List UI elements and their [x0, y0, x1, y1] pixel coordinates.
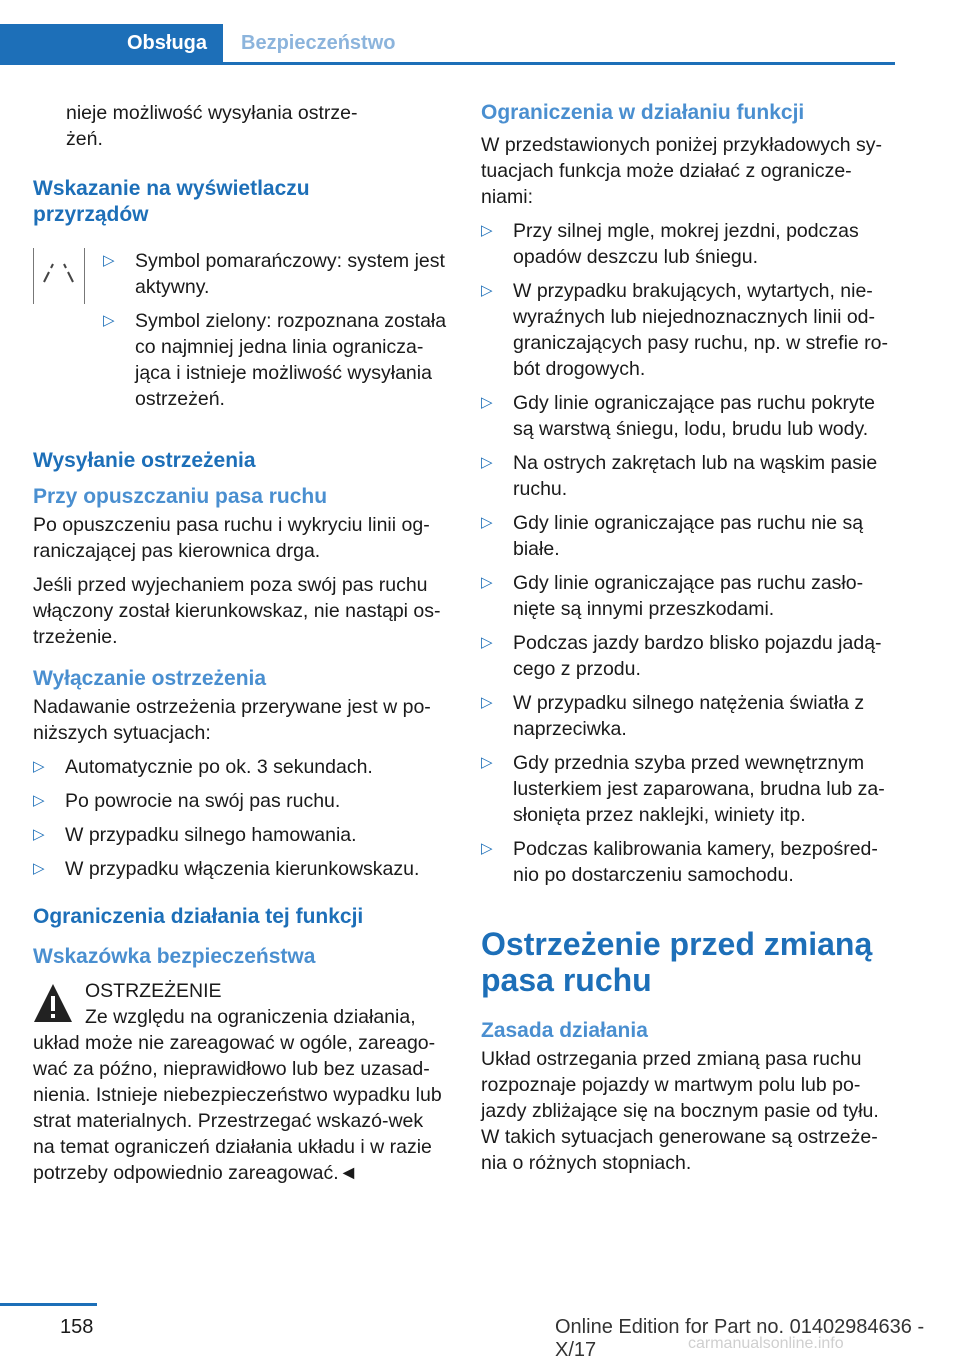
lane-departure-icon: [33, 248, 85, 304]
off-list: [33, 754, 448, 882]
list-item: ▷ Podczas jazdy bardzo blisko pojazdu jadą-cego z przodu.: [481, 630, 896, 682]
list-item: ▷ Gdy linie ograniczające pas ruchu pokryte są warstwą śniegu, lodu, brudu lub wody.: [481, 390, 896, 442]
limits-p: W przedstawionych poniżej przykładowych sy-tuacjach funkcja może działać z ogranicze-niami:: [481, 134, 882, 208]
footer-rule: [0, 1303, 97, 1306]
lcw-heading: Ostrzeżenie przed zmianą pasa ruchu: [481, 926, 873, 998]
list-item: ▷ Gdy przednia szyba przed wewnętrznym lusterkiem jest zaparowana, brudna lub za-słonięta przez naklejki, winiety itp.: [481, 750, 896, 828]
safety-heading: Wskazówka bezpieczeństwa: [33, 945, 316, 968]
list-item: ▷ W przypadku włączenia kierunkowskazu.: [33, 856, 448, 882]
list-item: ▷ Gdy linie ograniczające pas ruchu nie są białe.: [481, 510, 896, 562]
warning-triangle-icon: [33, 982, 73, 1024]
principle-heading: Zasada działania: [481, 1019, 648, 1042]
list-item: ▷ Przy silnej mgle, mokrej jezdni, podczas opadów deszczu lub śniegu.: [481, 218, 896, 270]
limits-function-heading: Ograniczenia w działaniu funkcji: [481, 101, 805, 124]
list-item: ▷ Po powrocie na swój pas ruchu.: [33, 788, 448, 814]
tab-bezpieczenstwo[interactable]: Bezpieczeństwo: [241, 32, 396, 54]
leaving-heading: Przy opuszczaniu pasa ruchu: [33, 485, 328, 508]
left-column: [33, 100, 448, 1186]
watermark: carmanualsonline.info: [688, 1335, 844, 1352]
list-item: ▷ Gdy linie ograniczające pas ruchu zasło-nięte są innymi przeszkodami.: [481, 570, 896, 622]
display-heading: Wskazanie na wyświetlaczu przyrządów: [33, 177, 310, 226]
send-heading: Wysyłanie ostrzeżenia: [33, 449, 256, 472]
warning-title: OSTRZEŻENIE: [85, 980, 222, 1002]
edition-text: Online Edition for Part no. 01402984636 - X/17: [555, 1316, 925, 1361]
display-list: [103, 248, 448, 420]
list-item: ▷ Podczas kalibrowania kamery, bezpośred-nio po dostarczeniu samochodu.: [481, 836, 896, 888]
warning-text: Ze względu na ograniczenia działania, układ może nie zareagować w ogóle, zareago-wać za późno, nieprawidłowo lub bez uzasad-nienia. Istnieje niebezpieczeństwo wypadku lub strat materialnych. Przestrzegać wskazó-wek na temat ograniczeń działania układu i w razie potrzeby odpowiednio zareagować.◄: [33, 1006, 442, 1184]
header-tabs: [0, 24, 895, 65]
limits-heading: Ograniczenia działania tej funkcji: [33, 905, 364, 928]
list-item: ▷ Symbol pomarańczowy: system jest aktywny.: [103, 248, 448, 300]
leaving-p2: Jeśli przed wyjechaniem poza swój pas ruchu włączony został kierunkowskaz, nie nastąpi os-trzeżenie.: [33, 574, 441, 648]
list-item: ▷ Automatycznie po ok. 3 sekundach.: [33, 754, 448, 780]
limits-list: [481, 218, 896, 888]
list-item: ▷ W przypadku brakujących, wytartych, nie-wyraźnych lub niejednoznacznych linii od-graniczających pasy ruchu, np. w strefie ro-bót drogowych.: [481, 278, 896, 382]
display-section: [33, 248, 448, 420]
list-item: ▷ Symbol zielony: rozpoznana została co najmniej jedna linia ogranicza-jąca i istnieje możliwość wysyłania ostrzeżeń.: [103, 308, 448, 412]
warning-block: [33, 978, 448, 1186]
right-column: [481, 100, 896, 1184]
off-p: Nadawanie ostrzeżenia przerywane jest w po-niższych sytuacjach:: [33, 696, 431, 744]
off-heading: Wyłączanie ostrzeżenia: [33, 667, 267, 690]
leaving-p1: Po opuszczeniu pasa ruchu i wykryciu linii og-raniczającej pas kierownica drga.: [33, 514, 430, 562]
continued-text: nieje możliwość wysyłania ostrze- żeń.: [66, 102, 358, 150]
tab-obsluga[interactable]: Obsługa: [0, 24, 223, 62]
list-item: ▷ W przypadku silnego hamowania.: [33, 822, 448, 848]
list-item: ▷ W przypadku silnego natężenia światła z naprzeciwka.: [481, 690, 896, 742]
page-number: 158: [60, 1316, 94, 1338]
principle-p: Układ ostrzegania przed zmianą pasa ruchu rozpoznaje pojazdy w martwym polu lub po-jazdy zbliżające się na bocznym pasie od tyłu. W takich sytuacjach generowane są ostrzeże-nia o różnych stopniach.: [481, 1048, 879, 1174]
list-item: ▷ Na ostrych zakrętach lub na wąskim pasie ruchu.: [481, 450, 896, 502]
